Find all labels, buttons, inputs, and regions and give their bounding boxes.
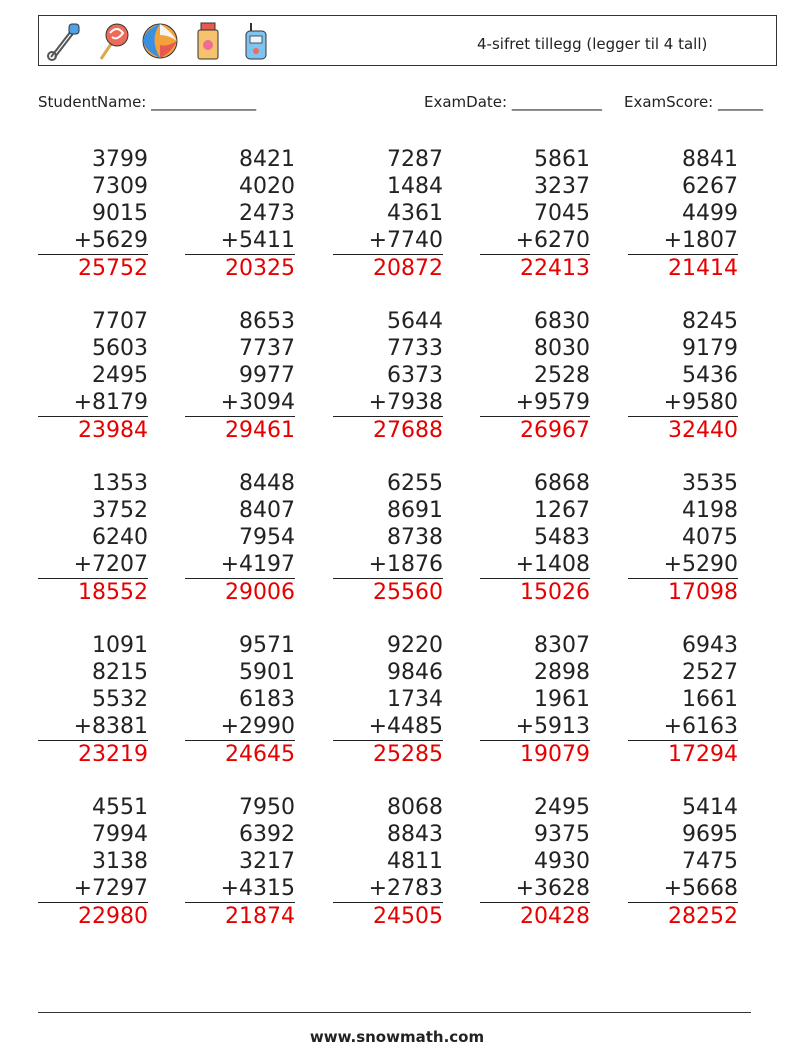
answer: 29006 bbox=[225, 580, 295, 605]
addend-4: +3094 bbox=[185, 389, 295, 417]
addend-2: 7309 bbox=[92, 174, 148, 199]
addend-2: 8691 bbox=[387, 498, 443, 523]
answer: 20325 bbox=[225, 256, 295, 281]
answer: 25285 bbox=[373, 742, 443, 767]
addend-1: 3535 bbox=[682, 471, 738, 496]
addend-2: 8030 bbox=[534, 336, 590, 361]
addend-4: +1876 bbox=[333, 551, 443, 579]
lollipop-icon bbox=[93, 21, 131, 61]
worksheet-title: 4-sifret tillegg (legger til 4 tall) bbox=[477, 35, 708, 53]
addend-2: 2527 bbox=[682, 660, 738, 685]
addition-problem bbox=[185, 146, 295, 282]
addend-3: 5436 bbox=[682, 363, 738, 388]
addend-2: 4020 bbox=[239, 174, 295, 199]
addend-3: 8738 bbox=[387, 525, 443, 550]
answer: 23219 bbox=[78, 742, 148, 767]
addend-4: +7938 bbox=[333, 389, 443, 417]
addend-1: 8653 bbox=[239, 309, 295, 334]
answer: 24505 bbox=[373, 904, 443, 929]
addition-problem bbox=[333, 794, 443, 930]
addition-problem bbox=[185, 470, 295, 606]
addend-2: 3237 bbox=[534, 174, 590, 199]
addend-1: 7950 bbox=[239, 795, 295, 820]
addend-2: 9375 bbox=[534, 822, 590, 847]
answer: 17098 bbox=[668, 580, 738, 605]
addend-1: 5414 bbox=[682, 795, 738, 820]
addend-2: 1267 bbox=[534, 498, 590, 523]
addition-problem bbox=[628, 632, 738, 768]
addition-problem bbox=[480, 632, 590, 768]
footer-divider bbox=[38, 1012, 751, 1013]
addend-1: 5644 bbox=[387, 309, 443, 334]
addend-3: 9015 bbox=[92, 201, 148, 226]
answer: 21874 bbox=[225, 904, 295, 929]
answer: 22980 bbox=[78, 904, 148, 929]
addend-3: 2473 bbox=[239, 201, 295, 226]
addend-1: 6868 bbox=[534, 471, 590, 496]
student-name-field: StudentName: ______________ bbox=[38, 93, 257, 111]
addend-2: 9846 bbox=[387, 660, 443, 685]
safety-pin-icon bbox=[45, 21, 83, 61]
answer: 22413 bbox=[520, 256, 590, 281]
addend-3: 6373 bbox=[387, 363, 443, 388]
addition-problem bbox=[480, 794, 590, 930]
addend-3: 1661 bbox=[682, 687, 738, 712]
answer: 25560 bbox=[373, 580, 443, 605]
addition-problem bbox=[628, 470, 738, 606]
addend-4: +7740 bbox=[333, 227, 443, 255]
answer: 20428 bbox=[520, 904, 590, 929]
answer: 24645 bbox=[225, 742, 295, 767]
addend-3: 4811 bbox=[387, 849, 443, 874]
addition-problem bbox=[38, 470, 148, 606]
answer: 15026 bbox=[520, 580, 590, 605]
addend-1: 8245 bbox=[682, 309, 738, 334]
addend-2: 8215 bbox=[92, 660, 148, 685]
addend-1: 5861 bbox=[534, 147, 590, 172]
answer: 26967 bbox=[520, 418, 590, 443]
addend-3: 6240 bbox=[92, 525, 148, 550]
addend-3: 1961 bbox=[534, 687, 590, 712]
addend-4: +4485 bbox=[333, 713, 443, 741]
addend-1: 8068 bbox=[387, 795, 443, 820]
addend-2: 3752 bbox=[92, 498, 148, 523]
addend-4: +6270 bbox=[480, 227, 590, 255]
addend-1: 8307 bbox=[534, 633, 590, 658]
addend-4: +9580 bbox=[628, 389, 738, 417]
addend-2: 6392 bbox=[239, 822, 295, 847]
addend-2: 4198 bbox=[682, 498, 738, 523]
addend-4: +2990 bbox=[185, 713, 295, 741]
addition-problem bbox=[38, 308, 148, 444]
addend-1: 6943 bbox=[682, 633, 738, 658]
addend-2: 6267 bbox=[682, 174, 738, 199]
addend-3: 5532 bbox=[92, 687, 148, 712]
addend-3: 7045 bbox=[534, 201, 590, 226]
addend-2: 9179 bbox=[682, 336, 738, 361]
addend-4: +5668 bbox=[628, 875, 738, 903]
addend-1: 7287 bbox=[387, 147, 443, 172]
addend-1: 6830 bbox=[534, 309, 590, 334]
addition-problem bbox=[38, 146, 148, 282]
addend-2: 7737 bbox=[239, 336, 295, 361]
addend-1: 8841 bbox=[682, 147, 738, 172]
addend-1: 6255 bbox=[387, 471, 443, 496]
addend-4: +4197 bbox=[185, 551, 295, 579]
addend-2: 9695 bbox=[682, 822, 738, 847]
addition-problem bbox=[480, 146, 590, 282]
addend-4: +8381 bbox=[38, 713, 148, 741]
answer: 28252 bbox=[668, 904, 738, 929]
addition-problem bbox=[185, 308, 295, 444]
addition-problem bbox=[185, 794, 295, 930]
addend-4: +5411 bbox=[185, 227, 295, 255]
addend-2: 7994 bbox=[92, 822, 148, 847]
addend-4: +7207 bbox=[38, 551, 148, 579]
addend-3: 4930 bbox=[534, 849, 590, 874]
answer: 17294 bbox=[668, 742, 738, 767]
addend-2: 1484 bbox=[387, 174, 443, 199]
addend-3: 7475 bbox=[682, 849, 738, 874]
addend-1: 7707 bbox=[92, 309, 148, 334]
addend-4: +8179 bbox=[38, 389, 148, 417]
addition-problem bbox=[480, 470, 590, 606]
addend-3: 3217 bbox=[239, 849, 295, 874]
addition-problem bbox=[480, 308, 590, 444]
addend-4: +4315 bbox=[185, 875, 295, 903]
exam-score-field: ExamScore: ______ bbox=[624, 93, 763, 111]
addend-4: +5629 bbox=[38, 227, 148, 255]
addition-problem bbox=[38, 632, 148, 768]
addition-problem bbox=[38, 794, 148, 930]
addend-3: 9977 bbox=[239, 363, 295, 388]
addition-problem bbox=[333, 308, 443, 444]
addend-3: 2495 bbox=[92, 363, 148, 388]
addend-3: 4499 bbox=[682, 201, 738, 226]
walkie-talkie-icon bbox=[237, 21, 275, 61]
addend-2: 7733 bbox=[387, 336, 443, 361]
addend-4: +1408 bbox=[480, 551, 590, 579]
addend-1: 3799 bbox=[92, 147, 148, 172]
addition-problem bbox=[185, 632, 295, 768]
answer: 32440 bbox=[668, 418, 738, 443]
addend-4: +5290 bbox=[628, 551, 738, 579]
addend-2: 8843 bbox=[387, 822, 443, 847]
addend-1: 4551 bbox=[92, 795, 148, 820]
addition-problem bbox=[628, 308, 738, 444]
addend-4: +9579 bbox=[480, 389, 590, 417]
sunscreen-icon bbox=[189, 21, 227, 61]
addition-problem bbox=[333, 146, 443, 282]
answer: 25752 bbox=[78, 256, 148, 281]
exam-date-field: ExamDate: ____________ bbox=[424, 93, 602, 111]
addend-3: 1734 bbox=[387, 687, 443, 712]
addend-4: +5913 bbox=[480, 713, 590, 741]
addend-3: 2528 bbox=[534, 363, 590, 388]
answer: 18552 bbox=[78, 580, 148, 605]
addition-problem bbox=[628, 794, 738, 930]
footer-site: www.snowmath.com bbox=[309, 1028, 485, 1046]
beach-ball-icon bbox=[141, 21, 179, 61]
answer: 20872 bbox=[373, 256, 443, 281]
answer: 29461 bbox=[225, 418, 295, 443]
answer: 21414 bbox=[668, 256, 738, 281]
addend-3: 4361 bbox=[387, 201, 443, 226]
answer: 27688 bbox=[373, 418, 443, 443]
answer: 23984 bbox=[78, 418, 148, 443]
addend-2: 5901 bbox=[239, 660, 295, 685]
addend-1: 8421 bbox=[239, 147, 295, 172]
addend-1: 8448 bbox=[239, 471, 295, 496]
addend-3: 6183 bbox=[239, 687, 295, 712]
addend-4: +7297 bbox=[38, 875, 148, 903]
addition-problem bbox=[628, 146, 738, 282]
addend-4: +2783 bbox=[333, 875, 443, 903]
addend-2: 5603 bbox=[92, 336, 148, 361]
addend-1: 2495 bbox=[534, 795, 590, 820]
addend-3: 3138 bbox=[92, 849, 148, 874]
addend-1: 1091 bbox=[92, 633, 148, 658]
header-box bbox=[38, 15, 777, 66]
addend-1: 1353 bbox=[92, 471, 148, 496]
answer: 19079 bbox=[520, 742, 590, 767]
addend-2: 2898 bbox=[534, 660, 590, 685]
addition-problem bbox=[333, 632, 443, 768]
addend-4: +3628 bbox=[480, 875, 590, 903]
addend-1: 9571 bbox=[239, 633, 295, 658]
addition-problem bbox=[333, 470, 443, 606]
header-icons bbox=[45, 20, 275, 62]
addend-4: +1807 bbox=[628, 227, 738, 255]
addend-4: +6163 bbox=[628, 713, 738, 741]
addend-3: 7954 bbox=[239, 525, 295, 550]
addend-3: 5483 bbox=[534, 525, 590, 550]
addend-3: 4075 bbox=[682, 525, 738, 550]
addend-1: 9220 bbox=[387, 633, 443, 658]
addend-2: 8407 bbox=[239, 498, 295, 523]
